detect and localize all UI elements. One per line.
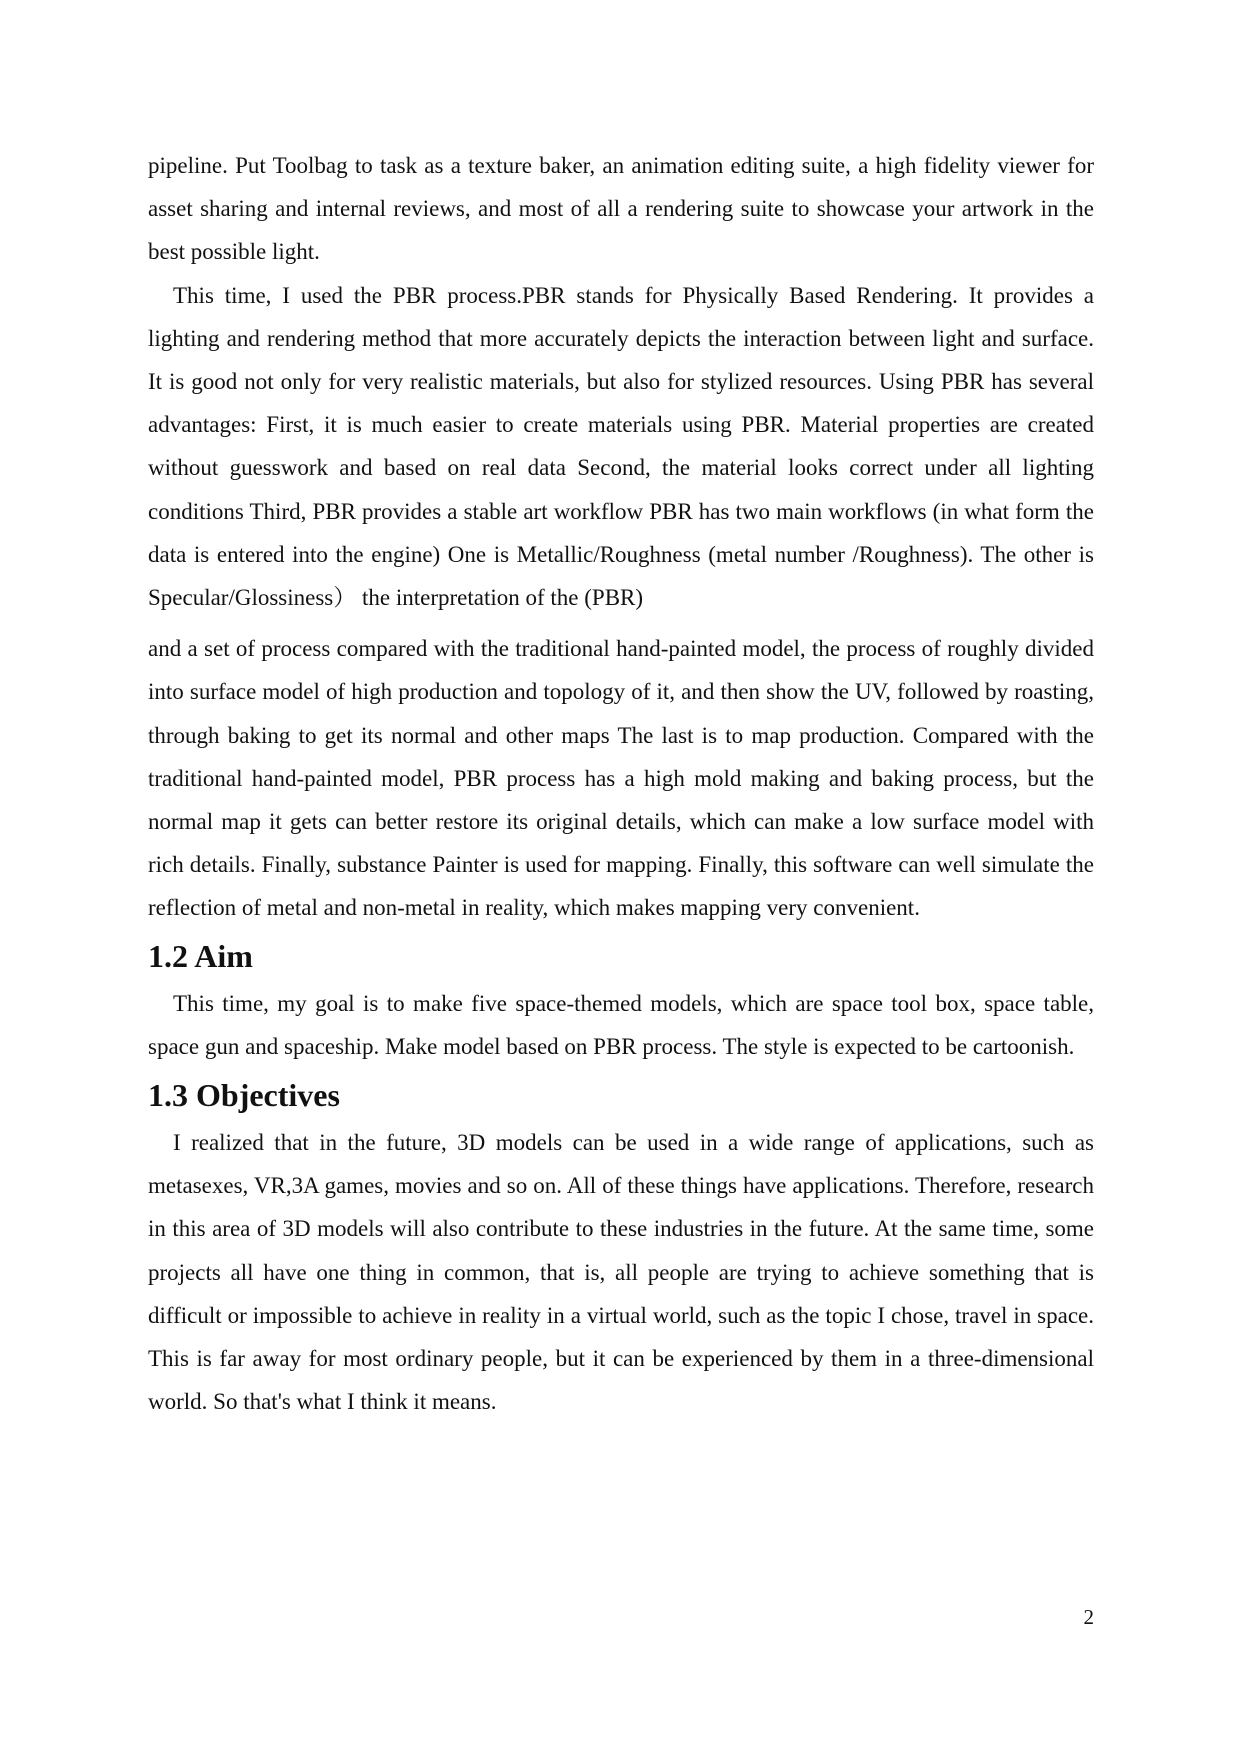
section-heading-objectives: 1.3 Objectives (148, 1077, 340, 1114)
section-heading-aim: 1.2 Aim (148, 937, 253, 974)
paragraph-objectives: I realized that in the future, 3D models can be used in a wide range of applications, such as metasexes, VR,3A games, movies and so on. All of these things have applications. Therefore, research in this area of 3D models will also contribute to these industries in the future. At the same time, some projects all have one thing in common, that is, all people are trying to achieve something that is difficult or impossible to achieve in reality in a virtual world, such as the topic I chose, travel in space. This is far away for most ordinary people, but it can be experienced by them in a three-dimensional world. So that's what I think it means. (148, 1130, 1094, 1415)
paragraph-pbr-workflow: and a set of process compared with the traditional hand-painted model, the process of roughly divided into surface model of high production and topology of it, and then show the UV, followed by roasting, through baking to get its normal and other maps The last is to map production. Compared with the traditional hand-painted model, PBR process has a high mold making and baking process, but the normal map it gets can better restore its original details, which can make a low surface model with rich details. Finally, substance Painter is used for mapping. Finally, this software can well simulate the reflection of metal and non-metal in reality, which makes mapping very convenient. (148, 636, 1094, 921)
paragraph-pbr-process: This time, I used the PBR process.PBR stands for Physically Based Rendering. It provides a lighting and rendering method that more accurately depicts the interaction between light and surface. It is good not only for very realistic materials, but also for stylized resources. Using PBR has several advantages: First, it is much easier to create materials using PBR. Material properties are created without guesswork and based on real data Second, the material looks correct under all lighting conditions Third, PBR provides a stable art workflow PBR has two main workflows (in what form the data is entered into the engine) One is Metallic/Roughness (metal number /Roughness). The other is Specular/Glossiness） the interpretation of the (PBR) (148, 282, 1094, 611)
paragraph-toolbag-continuation: pipeline. Put Toolbag to task as a texture baker, an animation editing suite, a high fidelity viewer for asset sharing and internal reviews, and most of all a rendering suite to showcase your artwork in the best possible light. (148, 153, 1094, 265)
document-body (148, 144, 1094, 1423)
paragraph-aim: This time, my goal is to make five space-themed models, which are space tool box, space table, space gun and spaceship. Make model based on PBR process. The style is expected to be cartoonish. (148, 990, 1094, 1059)
page-number: 2 (1083, 1605, 1094, 1629)
